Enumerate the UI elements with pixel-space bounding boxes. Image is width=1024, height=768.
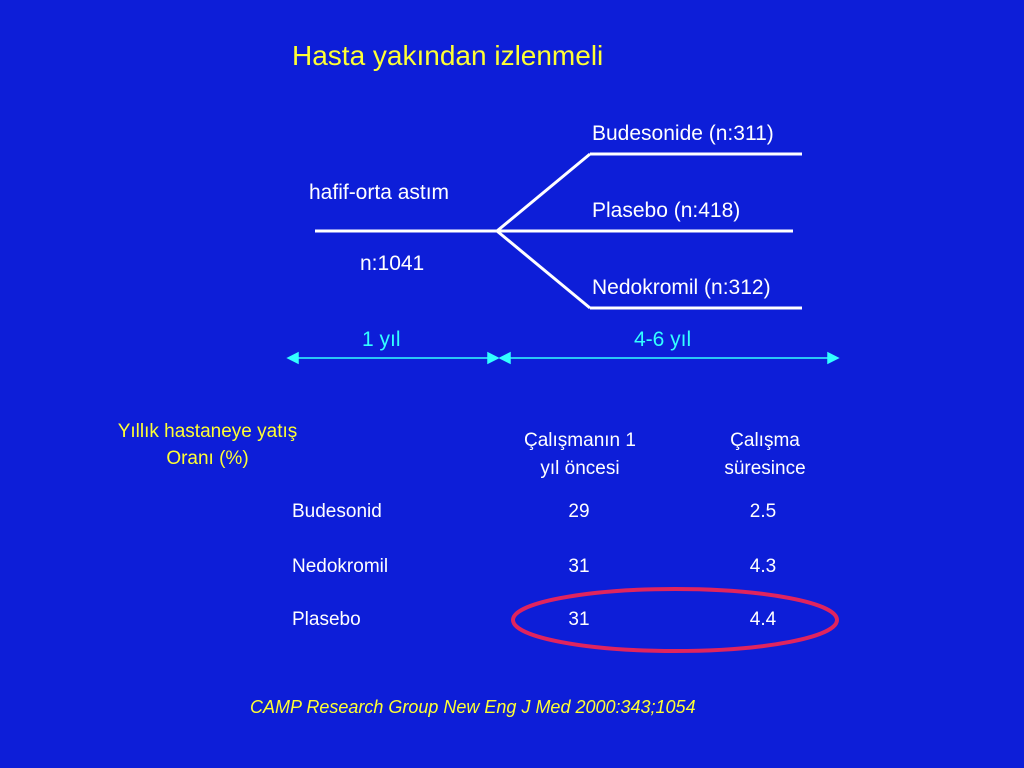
table-cell-during: 4.4: [749, 609, 777, 630]
population-count: n:1041: [360, 252, 425, 275]
table-row-name: Budesonid: [292, 501, 382, 522]
column-header-during: [680, 427, 850, 483]
table-cell-before: 29: [568, 501, 590, 522]
branch-label-plasebo: Plasebo (n:418): [592, 199, 741, 222]
citation: CAMP Research Group New Eng J Med 2000:343;1054: [250, 697, 696, 717]
column-header-during-line-2: süresince: [724, 458, 806, 479]
period-2-label: 4-6 yıl: [634, 328, 692, 351]
period-1-label: 1 yıl: [362, 328, 401, 351]
period-arrow-1: [288, 353, 498, 363]
branch-line-nedokromil: [497, 231, 590, 308]
table-cell-before: 31: [568, 556, 590, 577]
period-arrow-2: [500, 353, 838, 363]
table-row-name: Nedokromil: [292, 556, 389, 577]
table-cell-during: 4.3: [749, 556, 777, 577]
column-header-during-line-1: Çalışma: [730, 430, 800, 451]
column-header-before-line-1: Çalışmanın 1: [524, 430, 636, 451]
row-header-line-2: Oranı (%): [166, 448, 249, 469]
population-label: hafif-orta astım: [309, 181, 450, 204]
column-header-before-line-2: yıl öncesi: [540, 458, 620, 479]
table-row-name: Plasebo: [292, 609, 361, 630]
branch-line-budesonide: [497, 154, 590, 231]
row-header-line-1: Yıllık hastaneye yatış: [117, 421, 298, 442]
table-cell-during: 2.5: [749, 501, 777, 522]
slide-title: Hasta yakından izlenmeli: [292, 40, 604, 71]
table-cell-before: 31: [568, 609, 590, 630]
column-header-before: [495, 427, 665, 483]
branch-label-nedokromil: Nedokromil (n:312): [592, 276, 771, 299]
table-row-header: [70, 418, 345, 472]
branch-label-budesonide: Budesonide (n:311): [592, 122, 774, 145]
